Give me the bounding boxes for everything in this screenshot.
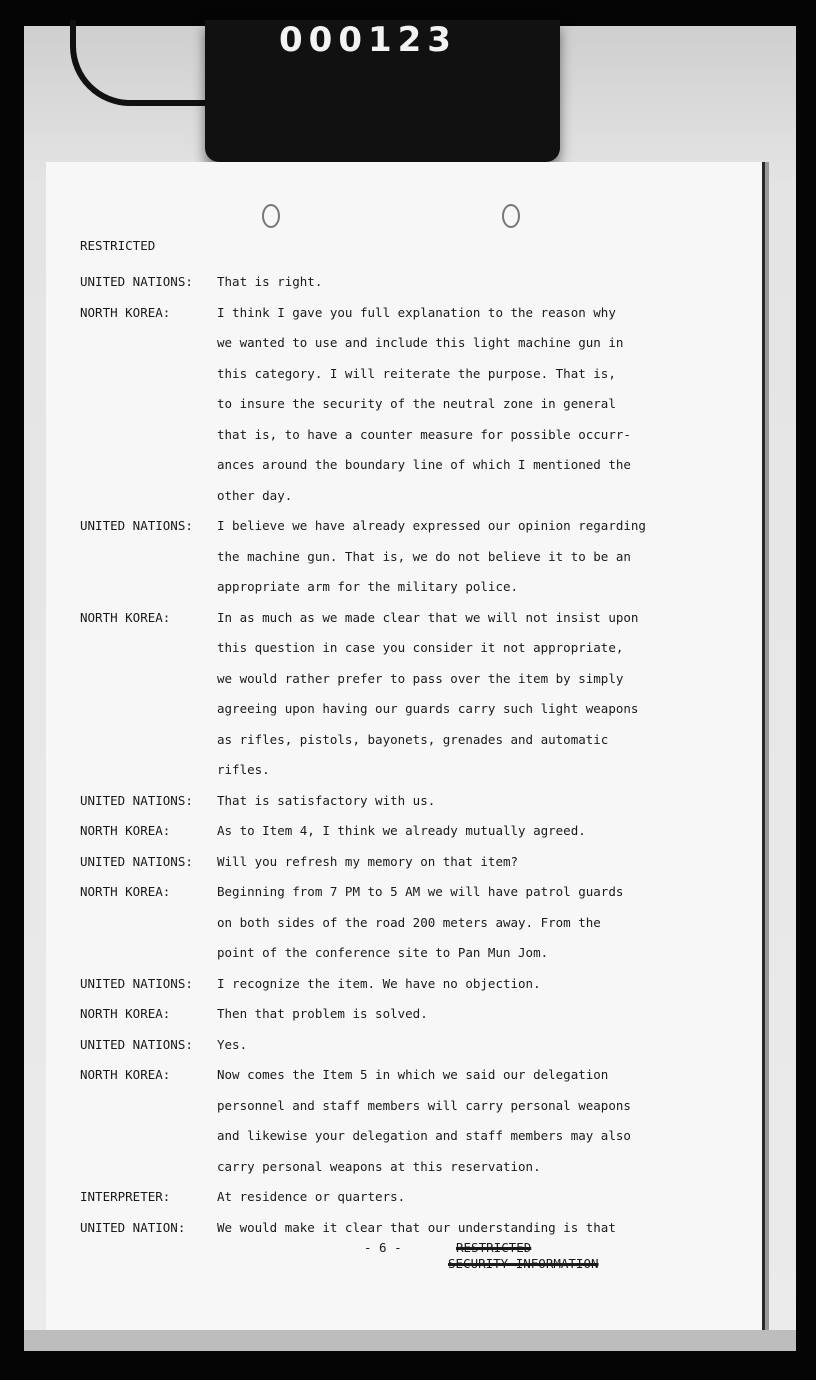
speech-line: this question in case you consider it not appropriate, [217, 640, 624, 655]
speech-line: I recognize the item. We have no objection. [217, 975, 541, 991]
speech-line: and likewise your delegation and staff members may also [217, 1128, 631, 1143]
dialogue-entry [46, 1213, 762, 1244]
speech-text [217, 969, 762, 1000]
speech-text [217, 847, 762, 878]
classification-stamp-restricted: RESTRICTED [456, 1240, 532, 1255]
frame-counter: 000123 [279, 20, 457, 60]
speech-text [217, 298, 762, 512]
scanner-bottom-edge [24, 1330, 796, 1351]
transcript [46, 267, 762, 1243]
speech-text [217, 603, 762, 786]
speech-line: on both sides of the road 200 meters away. From the [217, 914, 601, 930]
dialogue-entry [46, 816, 762, 847]
speech-line: appropriate arm for the military police. [217, 579, 519, 594]
speaker-label: UNITED NATIONS: [80, 1036, 193, 1052]
speech-line: At residence or quarters. [217, 1189, 406, 1204]
speech-line: ances around the boundary line of which I mentioned the [217, 457, 631, 472]
speech-text [217, 267, 762, 298]
speaker-label: UNITED NATIONS: [80, 853, 193, 869]
speech-line: I believe we have already expressed our opinion regarding [217, 518, 646, 533]
speech-line: Now comes the Item 5 in which we said our delegation [217, 1067, 609, 1082]
speech-line: rifles. [217, 762, 270, 777]
speech-text [217, 816, 762, 847]
speech-line: we wanted to use and include this light machine gun in [217, 335, 624, 350]
dialogue-entry [46, 786, 762, 817]
speech-line: we would rather prefer to pass over the item by simply [217, 670, 624, 686]
speech-line: this category. I will reiterate the purpose. That is, [217, 365, 616, 381]
speaker-label: NORTH KOREA: [80, 884, 171, 899]
speech-line: As to Item 4, I think we already mutually agreed. [217, 823, 586, 838]
speech-line: that is, to have a counter measure for possible occurr- [217, 426, 631, 442]
speech-line: Will you refresh my memory on that item? [217, 853, 519, 869]
dialogue-entry [46, 298, 762, 512]
speech-line: Beginning from 7 PM to 5 AM we will have patrol guards [217, 884, 624, 899]
dialogue-entry [46, 1182, 762, 1213]
speech-line: Then that problem is solved. [217, 1006, 428, 1021]
dialogue-entry [46, 877, 762, 969]
speaker-label: NORTH KOREA: [80, 304, 171, 320]
speech-line: I think I gave you full explanation to the reason why [217, 304, 616, 320]
speech-line: agreeing upon having our guards carry such light weapons [217, 701, 639, 716]
speech-text [217, 1213, 762, 1244]
speaker-label: NORTH KOREA: [80, 823, 171, 838]
dialogue-entry [46, 969, 762, 1000]
speech-line: Yes. [217, 1036, 248, 1052]
page-number: - 6 - [364, 1240, 402, 1255]
punch-hole-left [262, 204, 280, 228]
speech-line: the machine gun. That is, we do not believe it to be an [217, 548, 631, 564]
speaker-label: NORTH KOREA: [80, 1006, 171, 1021]
speaker-label: UNITED NATIONS: [80, 274, 193, 289]
dialogue-entry [46, 999, 762, 1030]
counter-cable [70, 20, 226, 106]
classification-stamp-security: SECURITY INFORMATION [448, 1256, 599, 1271]
dialogue-entry [46, 847, 762, 878]
speech-text [217, 877, 762, 969]
speech-line: other day. [217, 487, 293, 503]
speech-text [217, 1182, 762, 1213]
speaker-label: NORTH KOREA: [80, 1067, 171, 1082]
speaker-label: UNITED NATIONS: [80, 518, 193, 533]
speaker-label: INTERPRETER: [80, 1189, 171, 1204]
speech-line: to insure the security of the neutral zone in general [217, 396, 616, 411]
speech-line: That is satisfactory with us. [217, 792, 436, 808]
dialogue-entry [46, 1060, 762, 1182]
speech-text [217, 1030, 762, 1061]
punch-hole-right [502, 204, 520, 228]
classification-header: RESTRICTED [80, 238, 156, 253]
speech-line: That is right. [217, 274, 323, 289]
speaker-label: NORTH KOREA: [80, 609, 171, 625]
speech-line: personnel and staff members will carry personal weapons [217, 1097, 631, 1113]
dialogue-entry [46, 511, 762, 603]
dialogue-entry [46, 267, 762, 298]
speaker-label: UNITED NATIONS: [80, 975, 193, 991]
speech-text [217, 786, 762, 817]
speech-text [217, 1060, 762, 1182]
speech-line: We would make it clear that our understanding is that [217, 1219, 616, 1235]
speaker-label: UNITED NATIONS: [80, 792, 193, 808]
speaker-label: UNITED NATION: [80, 1219, 186, 1235]
speech-line: as rifles, pistols, bayonets, grenades and automatic [217, 731, 609, 747]
document-page [46, 162, 765, 1330]
dialogue-entry [46, 1030, 762, 1061]
speech-text [217, 999, 762, 1030]
dialogue-entry [46, 603, 762, 786]
speech-text [217, 511, 762, 603]
speech-line: point of the conference site to Pan Mun Jom. [217, 945, 549, 960]
speech-line: carry personal weapons at this reservation. [217, 1158, 541, 1174]
speech-line: In as much as we made clear that we will not insist upon [217, 609, 639, 625]
